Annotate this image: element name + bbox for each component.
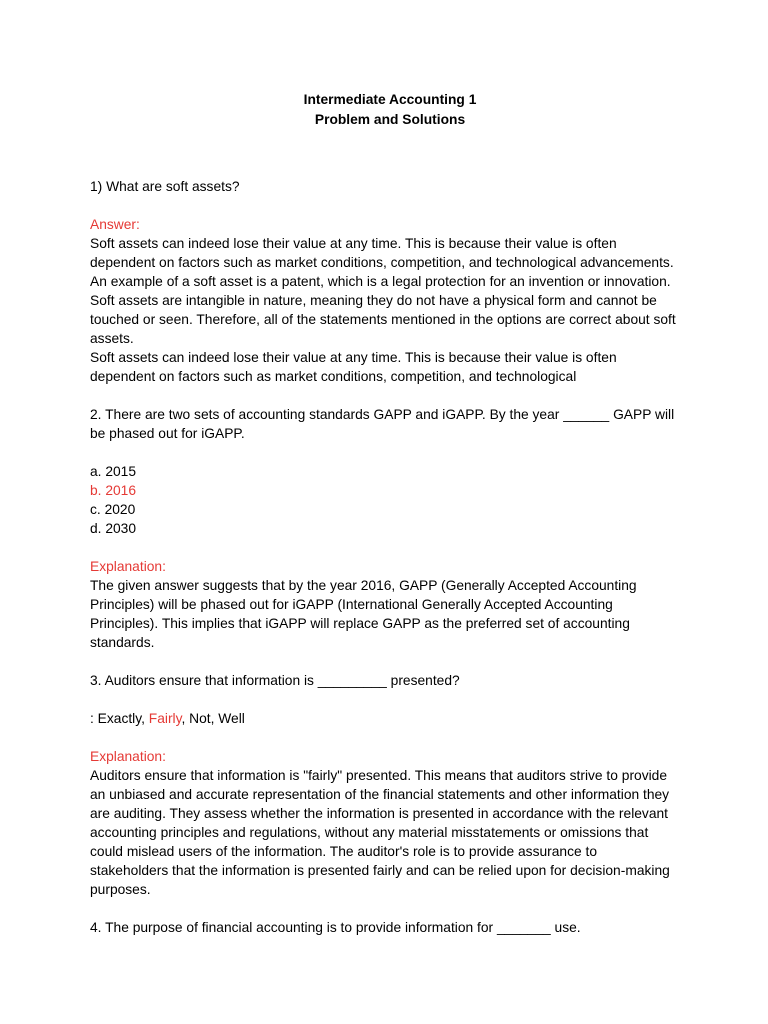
q4-question: 4. The purpose of financial accounting is to provide information for _______ use. [90, 920, 581, 935]
document-page [90, 90, 690, 937]
q1-answer-line: dependent on factors such as market conditions, competition, and technological [90, 369, 577, 384]
q1-answer-body [90, 234, 690, 386]
q3-question: 3. Auditors ensure that information is _________ presented? [90, 673, 460, 688]
q2-question-line: be phased out for iGAPP. [90, 426, 245, 441]
q1-answer-line: Soft assets can indeed lose their value at any time. This is because their value is often [90, 236, 617, 251]
q2-options [90, 462, 690, 538]
q2-option-a: a. 2015 [90, 464, 137, 479]
q3-explanation-line: Auditors ensure that information is "fairly" presented. This means that auditors strive to provide [90, 768, 668, 783]
q3-explanation-line: are auditing. They assess whether the information is presented in accordance with the relevant [90, 806, 669, 821]
q2-explanation-line: The given answer suggests that by the year 2016, GAPP (Generally Accepted Accounting [90, 578, 637, 593]
q3-choices-answer: Fairly [148, 711, 182, 726]
q3-choices-prefix: : Exactly, [90, 711, 149, 726]
q2-option-b-correct: b. 2016 [90, 483, 137, 498]
q2-explanation-line: standards. [90, 635, 155, 650]
q3-choices-suffix: , Not, Well [181, 711, 245, 726]
q3-explanation-body [90, 766, 690, 899]
q1-question: 1) What are soft assets? [90, 179, 240, 194]
q2-question-line: 2. There are two sets of accounting standards GAPP and iGAPP. By the year ______ GAPP will [90, 407, 675, 422]
q3-explanation-line: could mislead users of the information. The auditor's role is to provide assurance to [90, 844, 597, 859]
q1-answer-line: Soft assets are intangible in nature, meaning they do not have a physical form and cannot be [90, 293, 657, 308]
q3-explanation-line: stakeholders that the information is presented fairly and can be relied upon for decision-making [90, 863, 670, 878]
q2-explanation-line: Principles) will be phased out for iGAPP (International Generally Accepted Accounting [90, 597, 613, 612]
q1-answer-line: Soft assets can indeed lose their value at any time. This is because their value is often [90, 350, 617, 365]
document-title-line-1: Intermediate Accounting 1 [303, 92, 477, 107]
q2-explanation-label: Explanation: [90, 559, 166, 574]
q3-explanation-line: purposes. [90, 882, 151, 897]
document-title-line-2: Problem and Solutions [314, 112, 466, 127]
q1-answer-line: An example of a soft asset is a patent, which is a legal protection for an invention or innovation. [90, 274, 671, 289]
q3-explanation-label: Explanation: [90, 749, 166, 764]
q3-choices [90, 709, 690, 728]
q2-option-c: c. 2020 [90, 502, 136, 517]
q1-answer-line: assets. [90, 331, 134, 346]
q3-explanation-line: accounting principles and regulations, without any material misstatements or omissions that [90, 825, 649, 840]
q2-option-d: d. 2030 [90, 521, 137, 536]
q1-answer-line: dependent on factors such as market conditions, competition, and technological advancements. [90, 255, 674, 270]
q1-answer-line: touched or seen. Therefore, all of the statements mentioned in the options are correct about soft [90, 312, 676, 327]
q2-explanation-line: Principles). This implies that iGAPP will replace GAPP as the preferred set of accounting [90, 616, 630, 631]
q1-answer-label: Answer: [90, 217, 140, 232]
q2-question [90, 405, 690, 443]
q3-explanation-line: an unbiased and accurate representation of the financial statements and other information they [90, 787, 670, 802]
q2-explanation-body [90, 576, 690, 652]
